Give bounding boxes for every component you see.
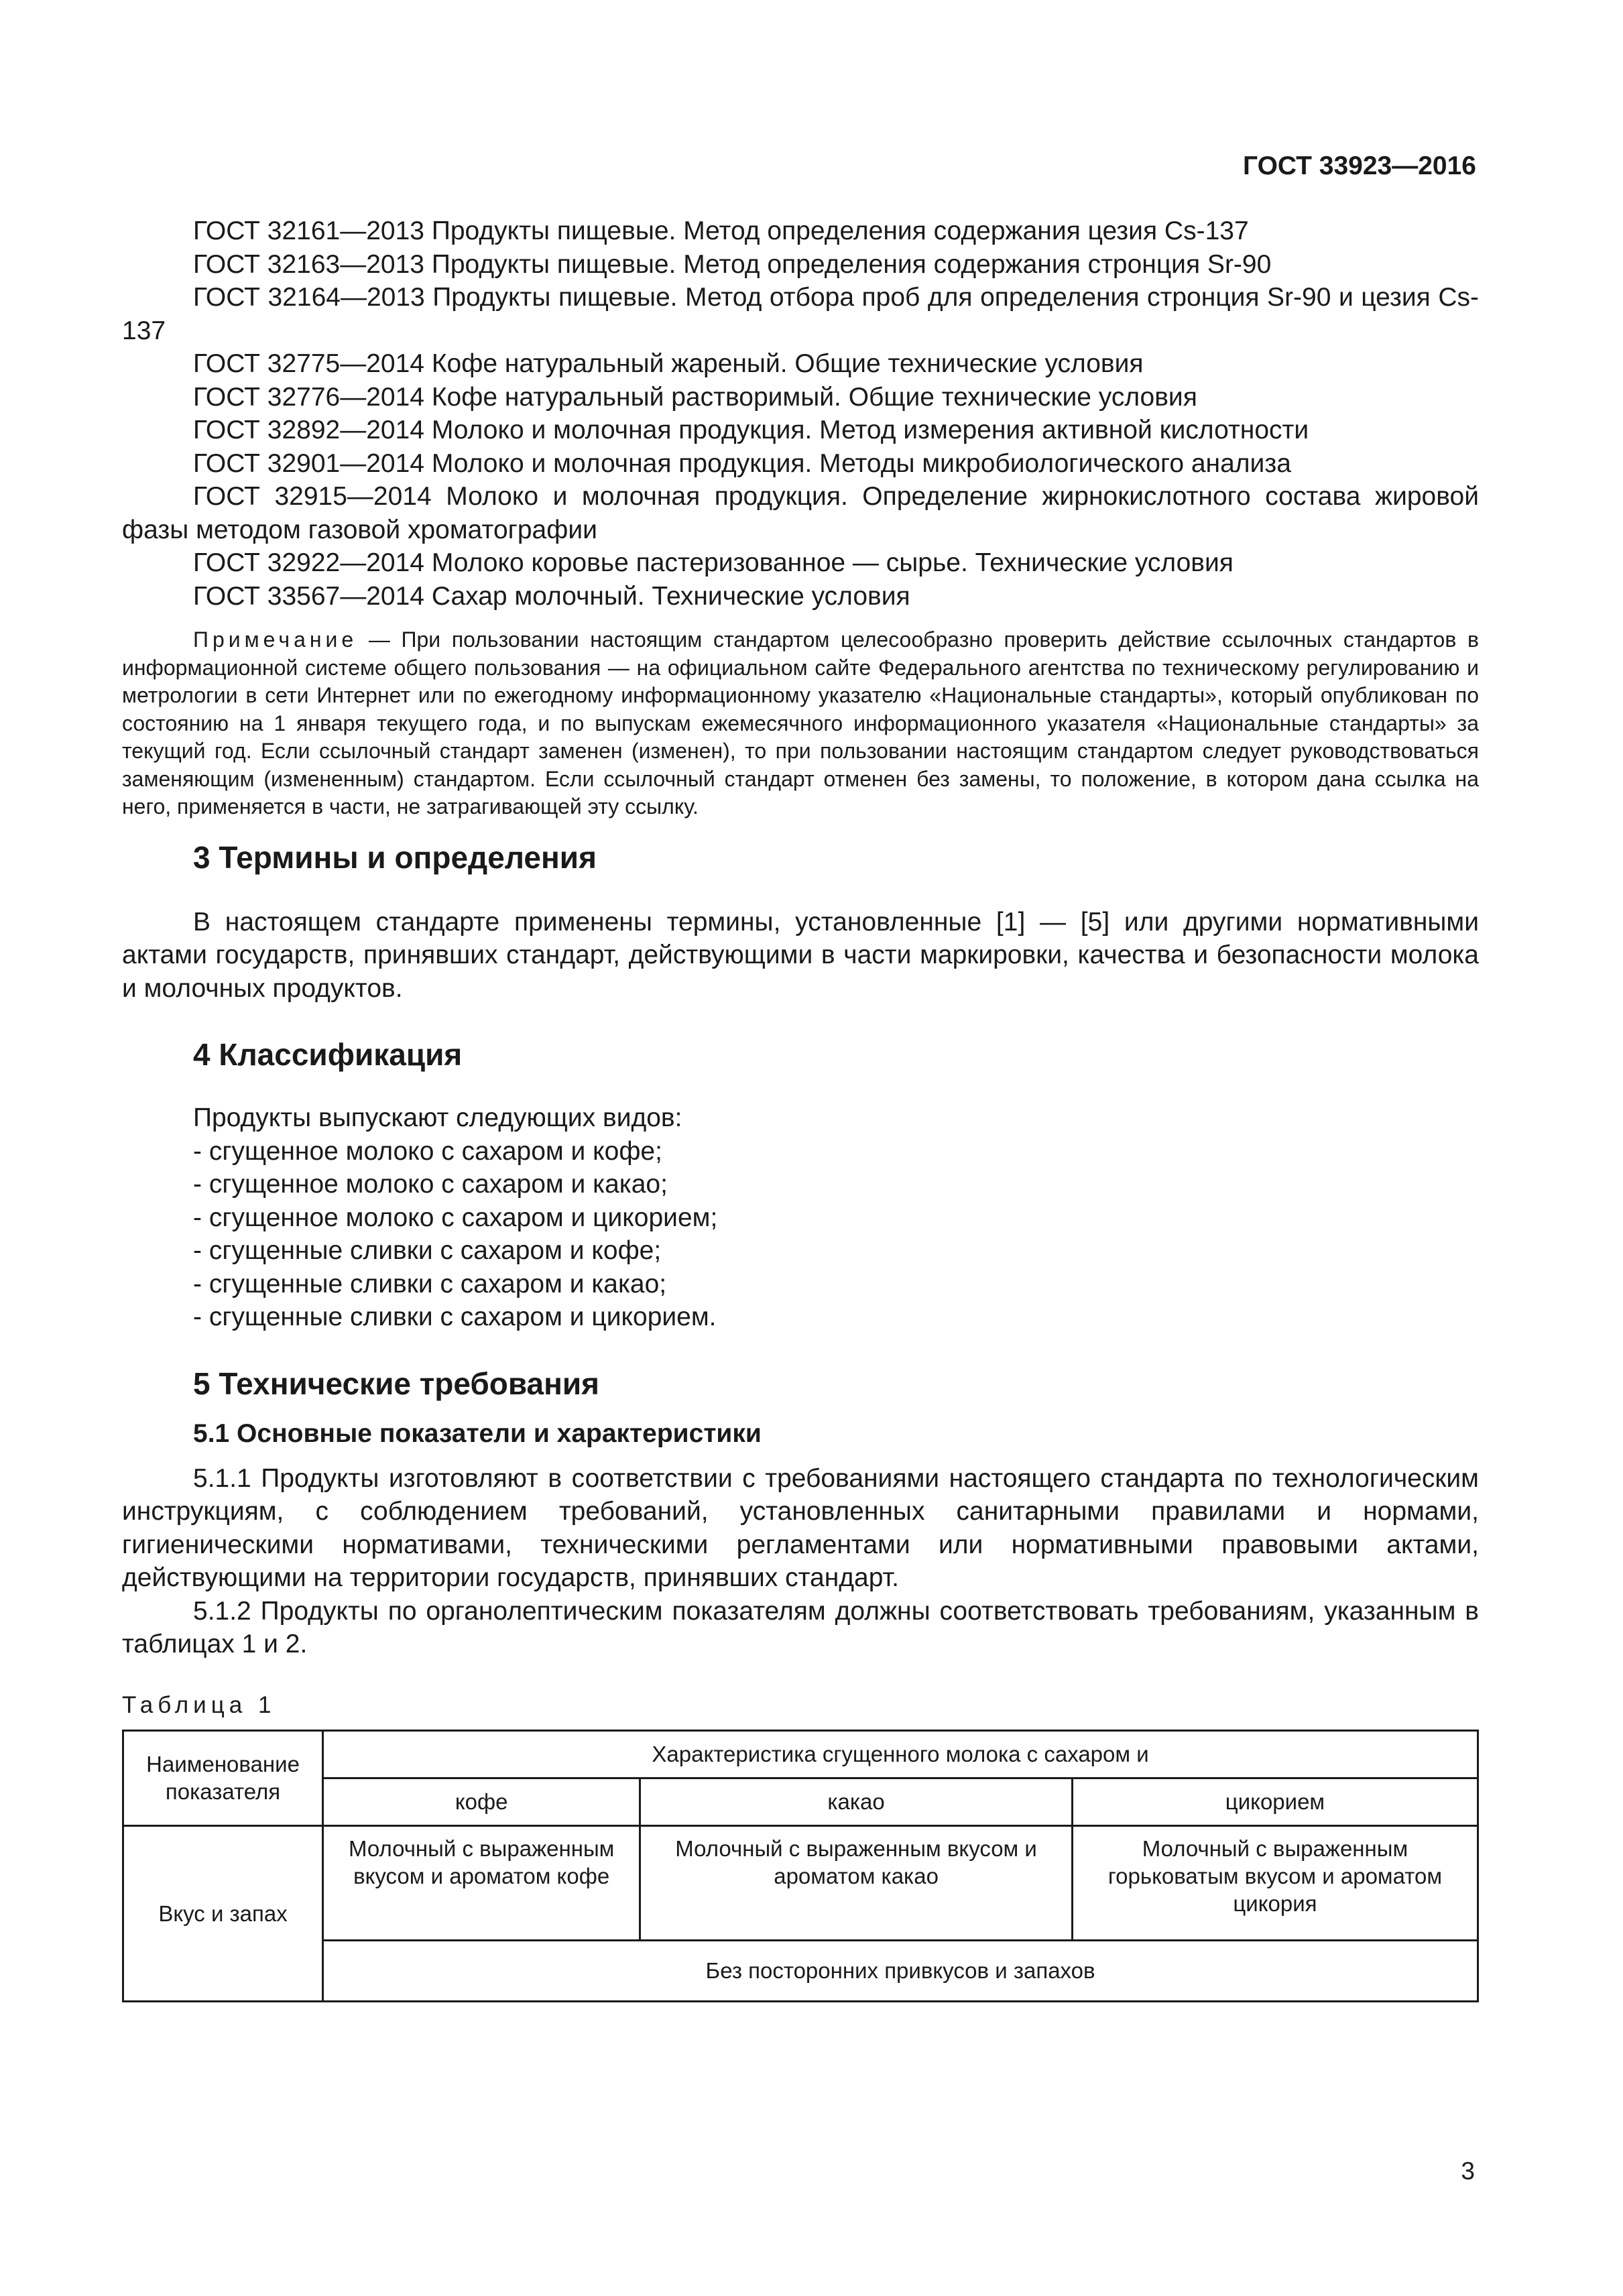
- page-number: 3: [1461, 2157, 1475, 2185]
- section-5-1-2-paragraph: 5.1.2 Продукты по органолептическим показателям должны соответствовать требованиям, указанным в таблицах 1 и 2.: [122, 1596, 1479, 1658]
- list-item: - сгущенные сливки с сахаром и кофе;: [193, 1236, 662, 1265]
- reference-item: ГОСТ 32901—2014 Молоко и молочная продукция. Методы микробиологического анализа: [193, 448, 1291, 478]
- column-header-coffee: кофе: [323, 1778, 640, 1825]
- note-paragraph: [122, 626, 1479, 821]
- reference-item: ГОСТ 32161—2013 Продукты пищевые. Метод определения содержания цезия Cs-137: [193, 217, 1249, 245]
- column-group-header: Характеристика сгущенного молока с сахаром и: [323, 1730, 1478, 1778]
- list-item: - сгущенное молоко с сахаром и какао;: [193, 1170, 668, 1199]
- table-cell-chicory: Молочный с выраженным горьковатым вкусом и ароматом цикория: [1072, 1825, 1478, 1940]
- table-cell-coffee: Молочный с выраженным вкусом и ароматом кофе: [323, 1825, 640, 1940]
- normative-references-list: [122, 215, 1479, 613]
- section-5-1-title: 5.1 Основные показатели и характеристики: [193, 1418, 762, 1448]
- list-item: - сгущенное молоко с сахаром и цикорием;: [193, 1203, 718, 1232]
- list-item: - сгущенное молоко с сахаром и кофе;: [193, 1136, 662, 1166]
- classification-intro: Продукты выпускают следующих видов:: [193, 1103, 682, 1132]
- reference-item: ГОСТ 32892—2014 Молоко и молочная продукция. Метод измерения активной кислотности: [193, 416, 1309, 444]
- list-item: - сгущенные сливки с сахаром и какао;: [193, 1269, 667, 1298]
- table-row: [123, 1940, 1478, 2001]
- note-text: — При пользовании настоящим стандартом целесообразно проверить действие ссылочных стандартов в информационной системе общего пользования — на официальном сайте Федерального агентства по техническому регулированию и метрологии в сети Интернет или по ежегодному информационному указателю «Национальные стандарты», который опубликован по состоянию на 1 января текущего года, и по выпускам ежемесячного информационного указателя «Национальные стандарты» за текущий год. Если ссылочный стандарт заменен (изменен), то при пользовании настоящим стандартом следует руководствоваться заменяющим (измененным) стандартом. Если ссылочный стандарт отменен без замены, то положение, в котором дана ссылка на него, применяется в части, не затрагивающей эту ссылку.: [122, 627, 1479, 819]
- classification-list: [122, 1101, 1479, 1334]
- section-3-body: В настоящем стандарте применены термины, установленные [1] — [5] или другими нормативными актами государств, принявших стандарт, действующими в части маркировки, качества и безопасности молока и молочных продуктов.: [122, 907, 1479, 1003]
- table-row: [123, 1825, 1478, 1940]
- column-header-name: Наименование показателя: [123, 1730, 323, 1825]
- page-content: [122, 215, 1479, 2002]
- section-4-title: 4 Классификация: [193, 1037, 463, 1072]
- section-5-1-1-paragraph: 5.1.1 Продукты изготовляют в соответствии с требованиями настоящего стандарта по технологическим инструкциям, с соблюдением требований, установленных санитарными правилами и нормами, гигиеническими нормативами, техническими регламентами или нормативными правовыми актами, действующими на территории государств, принявших стандарт.: [122, 1463, 1479, 1592]
- reference-item: ГОСТ 32164—2013 Продукты пищевые. Метод отбора проб для определения стронция Sr-90 и цезия Cs-137: [122, 283, 1479, 345]
- note-label: Примечание: [193, 627, 358, 652]
- list-item: - сгущенные сливки с сахаром и цикорием.: [193, 1303, 717, 1331]
- section-3-title: 3 Термины и определения: [193, 839, 597, 875]
- row-name-cell: Вкус и запах: [123, 1825, 323, 2001]
- column-header-chicory: цикорием: [1072, 1778, 1478, 1825]
- table-caption: Таблица 1: [122, 1691, 276, 1718]
- table-cell-common: Без посторонних привкусов и запахов: [323, 1940, 1478, 2001]
- reference-item: ГОСТ 32776—2014 Кофе натуральный растворимый. Общие технические условия: [193, 382, 1197, 412]
- table-subheader-row: [123, 1778, 1478, 1825]
- column-header-cocoa: какао: [640, 1778, 1073, 1825]
- reference-item: ГОСТ 33567—2014 Сахар молочный. Технические условия: [193, 581, 910, 611]
- reference-item: ГОСТ 32163—2013 Продукты пищевые. Метод определения содержания стронция Sr-90: [193, 249, 1272, 279]
- reference-item: ГОСТ 32915—2014 Молоко и молочная продукция. Определение жирнокислотного состава жировой фазы методом газовой хроматографии: [122, 482, 1479, 544]
- reference-item: ГОСТ 32922—2014 Молоко коровье пастеризованное — сырье. Технические условия: [193, 548, 1234, 577]
- table-header-row: [123, 1730, 1478, 1778]
- table-cell-cocoa: Молочный с выраженным вкусом и ароматом какао: [640, 1825, 1073, 1940]
- reference-item: ГОСТ 32775—2014 Кофе натуральный жареный. Общие технические условия: [193, 349, 1144, 378]
- table-1: [122, 1730, 1479, 2002]
- section-5-title: 5 Технические требования: [193, 1366, 599, 1401]
- document-code: ГОСТ 33923—2016: [1243, 152, 1476, 180]
